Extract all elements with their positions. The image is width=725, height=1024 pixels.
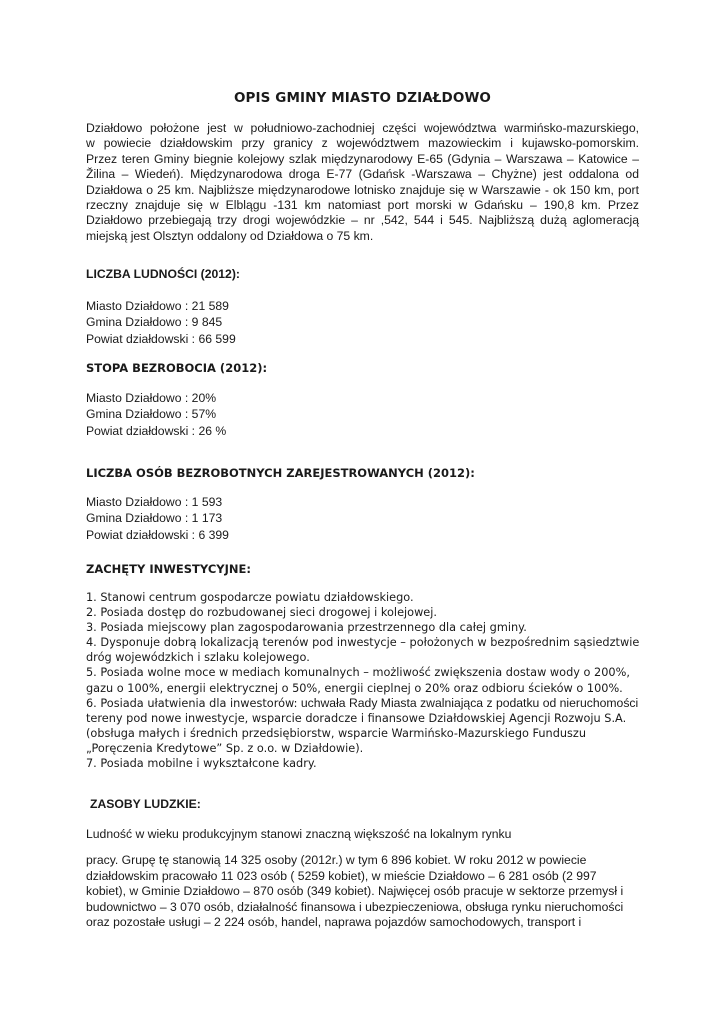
registered-unemployed-list [86,494,229,543]
population-item: Powiat działdowski : 66 599 [86,331,236,346]
intro-line: Žilina – Wiedeń). Międzynarodowa droga E-77 (Gdańsk -Warszawa – Chyżne) jest oddalona od [86,167,639,182]
intro-paragraph [86,121,639,244]
unemployment-rate-item: Powiat działdowski : 26 % [86,423,227,438]
population-item: Gmina Działdowo : 9 845 [86,315,223,330]
intro-line: w powiecie działdowskim przy granicy z województwem mazowieckim i kujawsko-pomorskim. [86,136,639,151]
incentive-line-text: dróg wojewódzkich i szlaku kolejowego. [86,651,310,665]
human-resources-line: oraz pozostałe usługi – 2 224 osób, handel, naprawa pojazdów samochodowych, transport i [86,915,582,930]
incentives-heading: ZACHĘTY INWESTYCYJNE: [86,562,251,576]
incentive-line [86,590,646,605]
population-list [86,298,236,347]
incentives-list [86,590,646,771]
incentive-line-text: (obsługa małych i średnich przedsiębiorstw, wsparcie Warmińsko-Mazurskiego Funduszu [86,726,586,740]
incentive-line-text: gazu o 100%, energii elektrycznej o 50%, energii cieplnej o 20% oraz odbioru ścieków o 100%. [86,681,623,695]
incentive-line [86,665,646,680]
incentive-line [86,635,646,650]
incentive-line-continuation: uchwała Rady Miasta zwalniająca z podatku od nieruchomości [297,695,639,710]
population-item: Miasto Działdowo : 21 589 [86,299,229,313]
incentive-line [86,650,646,665]
human-resources-line: pracy. Grupę tę stanowią 14 325 osoby (2012r.) w tym 6 896 kobiet. W roku 2012 w powiecie [86,853,587,867]
human-resources-line: kobiet), w Gminie Działdowo – 870 osób (349 kobiet). Najwięcej osób pracuje w sektorze przemysł i [86,884,624,899]
incentive-line-text: „Poręczenia Kredytowe” Sp. z o.o. w Działdowie). [86,741,364,755]
incentive-line-text: 5. Posiada wolne moce w mediach komunalnych – możliwość zwiększenia dostaw wody o 200%, [86,666,630,680]
incentive-line-text: 4. Dysponuje dobrą lokalizacją terenów pod inwestycje – położonych w bezpośrednim sąsiedztwie [86,636,640,650]
unemployment-rate-heading: STOPA BEZROBOCIA (2012): [86,361,268,375]
unemployment-rate-item: Gmina Działdowo : 57% [86,407,217,422]
intro-line: Działdowo położone jest w południowo-zachodniej części województwa warmińsko-mazurskiego, [86,121,639,135]
registered-unemployed-item: Miasto Działdowo : 1 593 [86,495,223,509]
page-title: OPIS GMINY MIASTO DZIAŁDOWO [233,90,492,106]
intro-line: miejską jest Olsztyn oddalony od Działdowa o 75 km. [86,228,374,243]
incentive-line [86,696,646,711]
human-resources-line: budownictwo – 3 070 osób, działalność finansowa i ubezpieczeniowa, obsługa rynku nieruchomości [86,899,624,914]
incentive-line [86,741,646,756]
incentive-line [86,620,646,635]
intro-line: Działdowo przebiegają trzy drogi wojewódzkie – nr ,542, 544 i 545. Najbliższą dużą aglomeracją [86,213,639,228]
human-resources-lead-text: Ludność w wieku produkcyjnym stanowi znaczną większość na lokalnym rynku [86,827,512,841]
incentive-line-text: tereny pod nowe inwestycje, wsparcie doradcze i finansowe Działdowskiej Agencji Rozwoju S.A. [86,711,627,725]
incentive-line [86,711,646,726]
incentive-line-text: 1. Stanowi centrum gospodarcze powiatu działdowskiego. [86,591,414,604]
registered-unemployed-item: Powiat działdowski : 6 399 [86,527,229,542]
intro-line: Przez teren Gminy biegnie kolejowy szlak międzynarodowy E-65 (Gdynia – Warszawa – Katowice – [86,151,639,166]
human-resources-paragraph [86,853,646,931]
incentive-line-text: 2. Posiada dostęp do rozbudowanej sieci drogowej i kolejowej. [86,606,437,620]
human-resources-heading: ZASOBY LUDZKIE: [90,797,201,811]
incentive-line-text: 6. Posiada ułatwienia dla inwestorów: [86,696,298,710]
intro-line: Działdowa o 25 km. Najbliższe międzynarodowe lotnisko znajduje się w Warszawie - ok 150 km, port [86,182,639,197]
registered-unemployed-item: Gmina Działdowo : 1 173 [86,511,223,526]
registered-unemployed-heading: LICZBA OSÓB BEZROBOTNYCH ZAREJESTROWANYCH (2012): [86,466,475,480]
human-resources-line: działdowskim pracowało 11 023 osób ( 5259 kobiet), w mieście Działdowo – 6 281 osób (2 997 [86,868,597,883]
incentive-line [86,681,646,696]
incentive-line-text: 7. Posiada mobilne i wykształcone kadry. [86,757,317,771]
incentive-line [86,605,646,620]
unemployment-rate-item: Miasto Działdowo : 20% [86,391,217,405]
incentive-line [86,726,646,741]
unemployment-rate-list [86,390,226,439]
human-resources-lead [86,826,511,842]
incentive-line [86,756,646,771]
intro-line: rzeczny znajduje się w Elblągu -131 km natomiast port morski w Gdańsku – 190,8 km. Przez [86,198,639,213]
population-heading: LICZBA LUDNOŚCI (2012): [86,267,240,281]
incentive-line-text: 3. Posiada miejscowy plan zagospodarowania przestrzennego dla całej gminy. [86,621,527,635]
